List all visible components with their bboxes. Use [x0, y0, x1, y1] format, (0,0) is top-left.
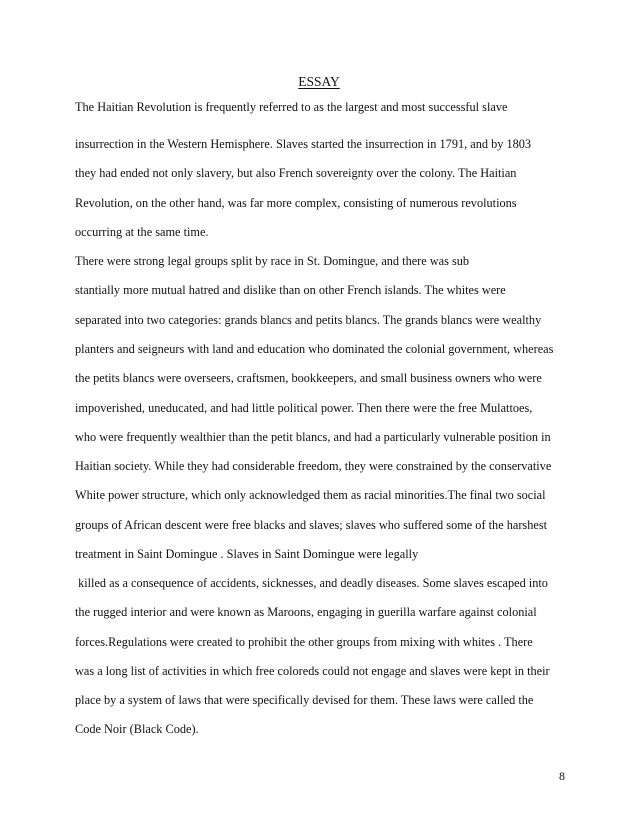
- body-line: treatment in Saint Domingue . Slaves in Saint Domingue were legally: [75, 547, 419, 561]
- body-line: killed as a consequence of accidents, sicknesses, and deadly diseases. Some slaves escaped into: [75, 576, 548, 590]
- body-line: Code Noir (Black Code).: [75, 722, 199, 736]
- body-line: groups of African descent were free blacks and slaves; slaves who suffered some of the harshest: [75, 518, 548, 532]
- body-line: separated into two categories: grands blancs and petits blancs. The grands blancs were wealthy: [75, 313, 542, 327]
- body-line: they had ended not only slavery, but also French sovereignty over the colony. The Haitian: [75, 166, 517, 180]
- body-line: who were frequently wealthier than the petit blancs, and had a particularly vulnerable position in: [75, 430, 551, 444]
- body-line: Haitian society. While they had considerable freedom, they were constrained by the conservative: [75, 459, 552, 473]
- body-line: was a long list of activities in which free coloreds could not engage and slaves were kept in their: [75, 664, 550, 678]
- body-line: planters and seigneurs with land and education who dominated the colonial government, whereas: [75, 342, 554, 356]
- body-line: White power structure, which only acknowledged them as racial minorities.The final two social: [75, 488, 546, 502]
- body-line: There were strong legal groups split by race in St. Domingue, and there was sub: [75, 254, 470, 268]
- body-line: the rugged interior and were known as Maroons, engaging in guerilla warfare against colonial: [75, 605, 537, 619]
- body-line: forces.Regulations were created to prohibit the other groups from mixing with whites . There: [75, 635, 533, 649]
- body-line: stantially more mutual hatred and dislike than on other French islands. The whites were: [75, 283, 506, 297]
- body-line: occurring at the same time.: [75, 225, 209, 239]
- body-line: Revolution, on the other hand, was far more complex, consisting of numerous revolutions: [75, 196, 517, 210]
- page-number: 8: [559, 769, 565, 783]
- essay-title: ESSAY: [298, 74, 340, 89]
- body-line: The Haitian Revolution is frequently referred to as the largest and most successful slave: [75, 100, 508, 114]
- body-line: the petits blancs were overseers, craftsmen, bookkeepers, and small business owners who were: [75, 371, 542, 385]
- body-line: insurrection in the Western Hemisphere. Slaves started the insurrection in 1791, and by 1803: [75, 137, 532, 151]
- body-line: place by a system of laws that were specifically devised for them. These laws were called the: [75, 693, 534, 707]
- body-line: impoverished, uneducated, and had little political power. Then there were the free Mulattoes,: [75, 401, 533, 415]
